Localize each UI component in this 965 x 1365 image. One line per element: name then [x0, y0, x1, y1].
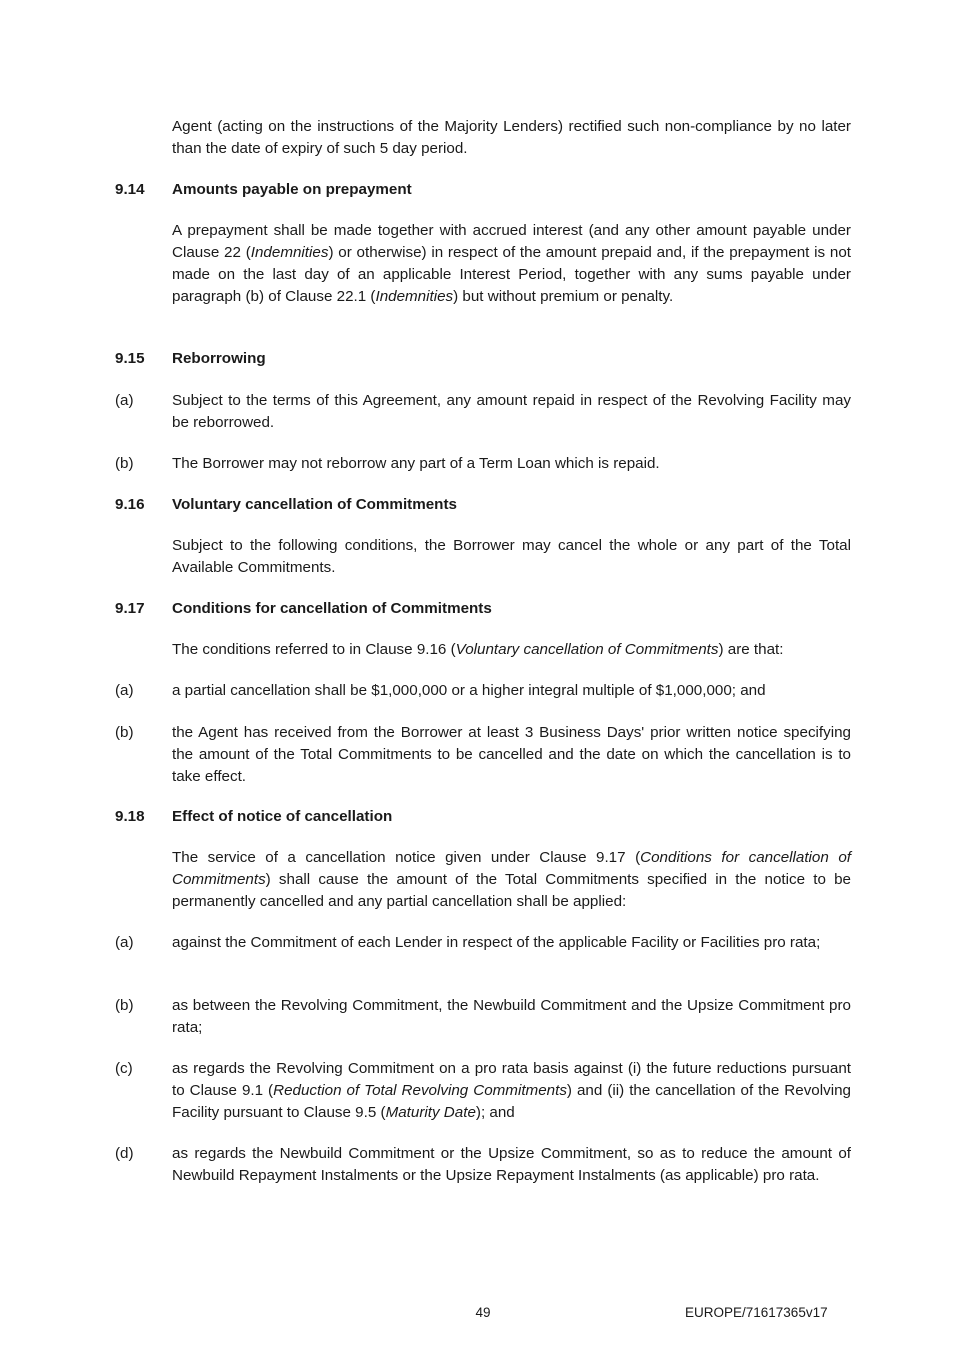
section-9-14-heading — [115, 179, 851, 201]
item-text: a partial cancellation shall be $1,000,000 or a higher integral multiple of $1,000,000; and — [172, 682, 766, 699]
section-9-18-item-b — [115, 995, 851, 1039]
intro-paragraph — [115, 116, 851, 160]
section-9-15-heading — [115, 348, 851, 370]
item-text: Subject to the terms of this Agreement, any amount repaid in respect of the Revolving Facility may be reborrowed. — [172, 392, 851, 431]
page-number: 49 — [475, 1305, 491, 1320]
section-9-16-body — [115, 535, 851, 579]
document-reference: EUROPE/71617365v17 — [685, 1305, 828, 1320]
section-9-18-item-d — [115, 1143, 851, 1187]
section-number: 9.16 — [115, 496, 145, 513]
section-title: Amounts payable on prepayment — [172, 181, 412, 198]
item-text: as regards the Revolving Commitment on a pro rata basis against (i) the future reductions pursuant to Clause 9.1 (Reduction of Total Revolving Commitments) and (ii) the cancellation of the Revolving Facility pursuant to Clause 9.5 (Maturity Date); and — [172, 1060, 851, 1121]
section-title: Reborrowing — [172, 350, 266, 367]
item-text: The Borrower may not reborrow any part of a Term Loan which is repaid. — [172, 455, 660, 472]
section-number: 9.14 — [115, 181, 145, 198]
section-title: Effect of notice of cancellation — [172, 808, 393, 825]
section-9-16-paragraph: Subject to the following conditions, the Borrower may cancel the whole or any part of the Total Available Commitments. — [172, 537, 851, 576]
section-9-18-item-a — [115, 932, 851, 954]
item-label: (a) — [115, 934, 134, 951]
item-label: (b) — [115, 455, 134, 472]
section-title: Voluntary cancellation of Commitments — [172, 496, 457, 513]
item-label: (a) — [115, 392, 134, 409]
section-9-17-lead-text: The conditions referred to in Clause 9.16 (Voluntary cancellation of Commitments) are that: — [172, 641, 784, 658]
section-9-15-item-b — [115, 453, 851, 475]
section-9-17-lead — [115, 639, 851, 661]
section-9-18-lead-text: The service of a cancellation notice given under Clause 9.17 (Conditions for cancellation of Commitments) shall cause the amount of the Total Commitments specified in the notice to be permanently cancelled and any partial cancellation shall be applied: — [172, 849, 851, 910]
item-text: as between the Revolving Commitment, the Newbuild Commitment and the Upsize Commitment pro rata; — [172, 997, 851, 1036]
section-9-14-body — [115, 220, 851, 308]
item-text: against the Commitment of each Lender in respect of the applicable Facility or Facilities pro rata; — [172, 934, 821, 951]
section-9-18-item-c — [115, 1058, 851, 1124]
item-text: the Agent has received from the Borrower at least 3 Business Days' prior written notice specifying the amount of the Total Commitments to be cancelled and the date on which the cancellation is to take effect. — [172, 724, 851, 785]
item-label: (b) — [115, 997, 134, 1014]
intro-text: Agent (acting on the instructions of the Majority Lenders) rectified such non-compliance by no later than the date of expiry of such 5 day period. — [172, 118, 851, 157]
section-number: 9.17 — [115, 600, 145, 617]
section-9-16-heading — [115, 494, 851, 516]
section-number: 9.18 — [115, 808, 145, 825]
item-label: (d) — [115, 1145, 134, 1162]
section-9-17-item-a — [115, 680, 851, 702]
item-text: as regards the Newbuild Commitment or the Upsize Commitment, so as to reduce the amount of Newbuild Repayment Instalments or the Upsize Repayment Instalments (as applicable) pro rata. — [172, 1145, 851, 1184]
section-9-18-heading — [115, 806, 851, 828]
section-9-15-item-a — [115, 390, 851, 434]
section-9-18-lead — [115, 847, 851, 913]
item-label: (b) — [115, 724, 134, 741]
item-label: (a) — [115, 682, 134, 699]
section-title: Conditions for cancellation of Commitments — [172, 600, 492, 617]
section-number: 9.15 — [115, 350, 145, 367]
section-9-17-item-b — [115, 722, 851, 788]
section-9-14-paragraph: A prepayment shall be made together with accrued interest (and any other amount payable under Clause 22 (Indemnities) or otherwise) in respect of the amount prepaid and, if the prepayment is not made on the last day of an applicable Interest Period, together with any sums payable under paragraph (b) of Clause 22.1 (Indemnities) but without premium or penalty. — [172, 222, 852, 305]
section-9-17-heading — [115, 598, 851, 620]
item-label: (c) — [115, 1060, 133, 1077]
